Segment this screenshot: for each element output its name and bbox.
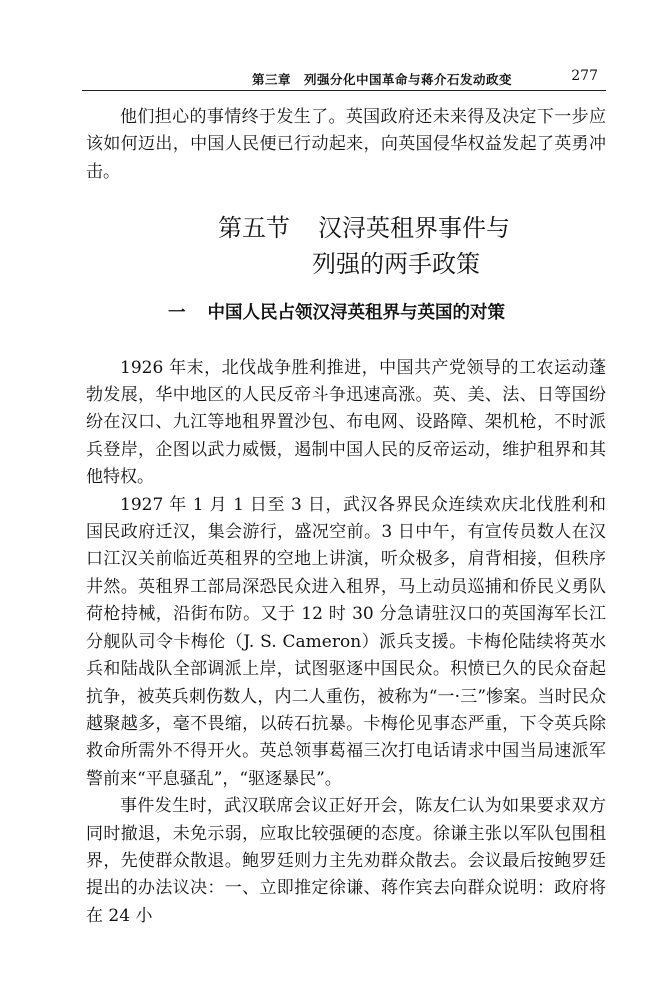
subsection-title: 中国人民占领汉浔英租界与英国的对策 [207,303,505,324]
subsection-heading [86,300,606,327]
chapter-title: 第三章 列强分化中国革命与蒋介石发动政变 [252,72,513,87]
paragraph-3: 事件发生时，武汉联席会议正好开会，陈友仁认为如果要求双方同时撤退，未免示弱，应取比较强硬的态度。徐谦主张以军队包围租界，先使群众散退。鲍罗廷则力主先劝群众散去。会议最后按鲍罗廷提出的办法议决：一、立即推定徐谦、蒋作宾去向群众说明：政府将在 24 小 [86,796,606,926]
section-title-line-1: 汉浔英租界事件与 [318,214,510,243]
running-header [82,62,606,91]
intro-paragraph: 他们担心的事情终于发生了。英国政府还未来得及决定下一步应该如何迈出，中国人民便已行动起来，向英国侵华权益发起了英勇冲击。 [86,107,606,182]
page-body [86,104,606,930]
section-number: 第五节 [218,214,290,243]
paragraph-2: 1927 年 1 月 1 日至 3 日，武汉各界民众连续欢庆北伐胜利和国民政府迁汉，集会游行，盛况空前。3 日中午，有宣传员数人在汉口江汉关前临近英租界的空地上讲演，听众极多，肩背相接，但秩序井然。英租界工部局深恐民众进入租界，马上动员巡捕和侨民义勇队荷枪持械，沿街布防。又于 12 时 30 分急请驻汉口的英国海军长江分舰队司令卡梅伦（J. S. Cameron）派兵支援。卡梅伦陆续将英水兵和陆战队全部调派上岸，试图驱逐中国民众。积愤已久的民众奋起抗争，被英兵刺伤数人，内二人重伤，被称为“一·三”惨案。当时民众越聚越多，毫不畏缩，以砖石抗暴。卡梅伦见事态严重，下令英兵除救命所需外不得开火。英总领事葛福三次打电话请求中国当局速派军警前来“平息骚乱”，“驱逐暴民”。 [86,494,606,789]
section-title-line-2: 列强的两手政策 [312,250,480,279]
section-heading [86,210,606,282]
subsection-number: 一 [168,303,186,324]
page-number: 277 [571,68,598,84]
paragraph-1: 1926 年末，北伐战争胜利推进，中国共产党领导的工农运动蓬勃发展，华中地区的人民反帝斗争迅速高涨。英、美、法、日等国纷纷在汉口、九江等地租界置沙包、布电网、设路障、架机枪，不时派兵登岸，企图以武力威慑，遏制中国人民的反帝运动，维护租界和其他特权。 [86,357,606,488]
